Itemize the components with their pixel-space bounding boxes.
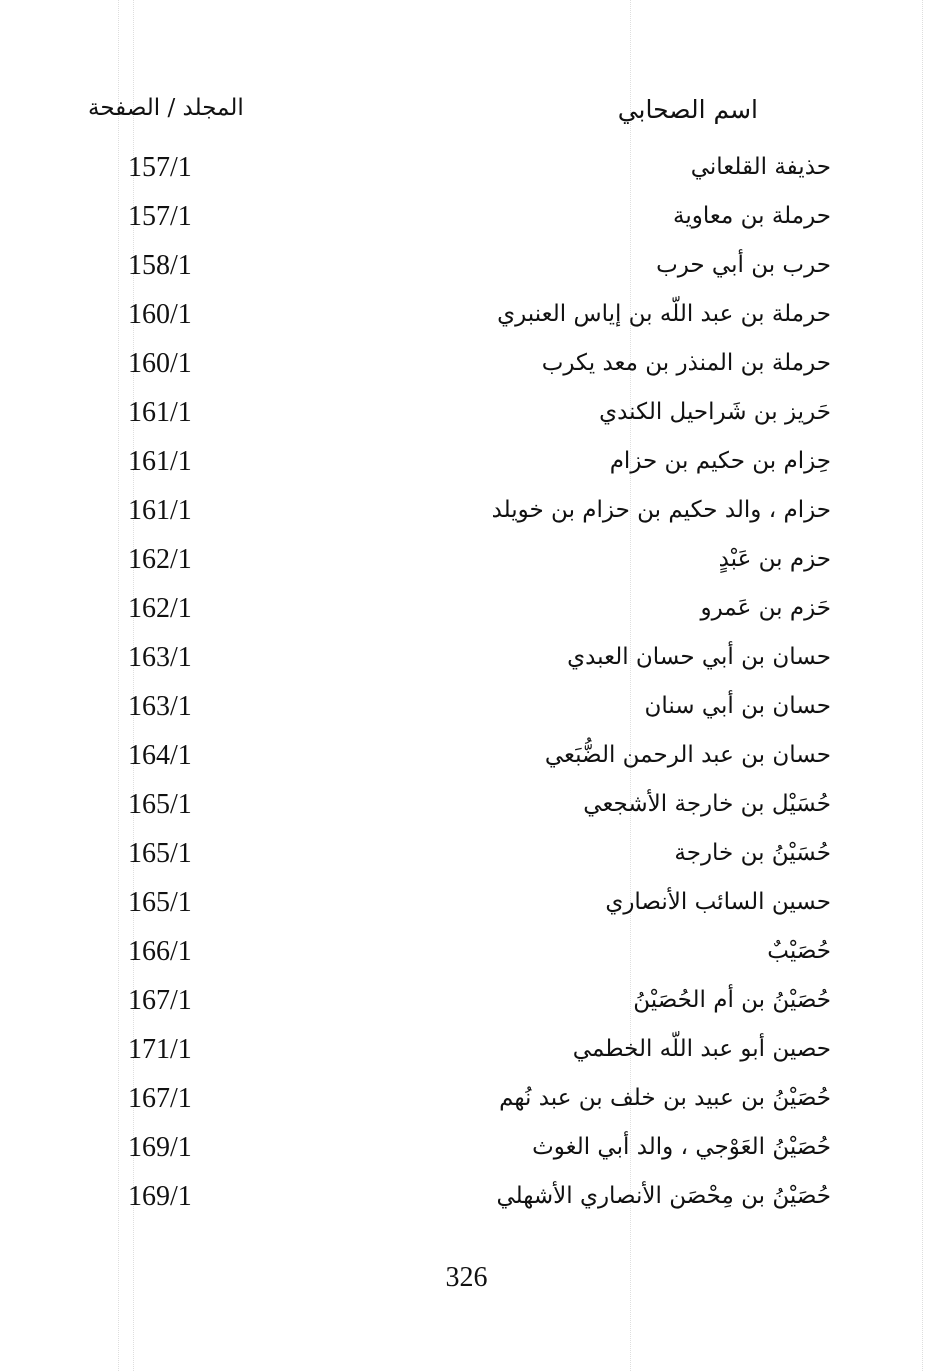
- entry-companion-name: حصين أبو عبد اللّه الخطمي: [572, 1036, 831, 1062]
- entry-volume-page: 165/1: [128, 789, 192, 820]
- entry-companion-name: حرملة بن عبد اللّه بن إياس العنبري: [497, 301, 831, 327]
- entry-companion-name: حرملة بن معاوية: [673, 203, 831, 229]
- list-item: [0, 540, 933, 589]
- entry-companion-name: حِزام بن حكيم بن حزام: [609, 448, 831, 474]
- list-item: [0, 687, 933, 736]
- entry-volume-page: 171/1: [128, 1034, 192, 1065]
- entry-volume-page: 163/1: [128, 642, 192, 673]
- entry-companion-name: حزام ، والد حكيم بن حزام بن خويلد: [491, 497, 831, 523]
- list-item: [0, 246, 933, 295]
- entry-volume-page: 162/1: [128, 593, 192, 624]
- entries-list: [0, 148, 933, 1226]
- entry-volume-page: 161/1: [128, 495, 192, 526]
- entry-volume-page: 160/1: [128, 299, 192, 330]
- entry-volume-page: 161/1: [128, 397, 192, 428]
- entry-volume-page: 167/1: [128, 985, 192, 1016]
- list-item: [0, 1030, 933, 1079]
- entry-companion-name: حذيفة القلعاني: [690, 154, 831, 180]
- entry-volume-page: 169/1: [128, 1132, 192, 1163]
- table-header: [0, 95, 933, 135]
- list-item: [0, 1079, 933, 1128]
- entry-companion-name: حُسَيْنُ بن خارجة: [674, 840, 831, 866]
- list-item: [0, 589, 933, 638]
- entry-companion-name: حسان بن أبي سنان: [644, 693, 831, 719]
- list-item: [0, 981, 933, 1030]
- entry-volume-page: 157/1: [128, 201, 192, 232]
- list-item: [0, 1177, 933, 1226]
- entry-volume-page: 165/1: [128, 887, 192, 918]
- list-item: [0, 736, 933, 785]
- entry-volume-page: 163/1: [128, 691, 192, 722]
- list-item: [0, 148, 933, 197]
- entry-companion-name: حُصَيْنُ بن عبيد بن خلف بن عبد نُهم: [499, 1085, 831, 1111]
- list-item: [0, 1128, 933, 1177]
- list-item: [0, 883, 933, 932]
- entry-volume-page: 167/1: [128, 1083, 192, 1114]
- list-item: [0, 638, 933, 687]
- page-number: 326: [445, 1262, 488, 1293]
- entry-volume-page: 162/1: [128, 544, 192, 575]
- column-header-companion-name: اسم الصحابي: [617, 95, 758, 124]
- entry-companion-name: حزم بن عَبْدٍ: [718, 546, 831, 572]
- list-item: [0, 932, 933, 981]
- list-item: [0, 442, 933, 491]
- list-item: [0, 834, 933, 883]
- list-item: [0, 491, 933, 540]
- list-item: [0, 785, 933, 834]
- entry-volume-page: 157/1: [128, 152, 192, 183]
- list-item: [0, 393, 933, 442]
- entry-volume-page: 160/1: [128, 348, 192, 379]
- entry-volume-page: 161/1: [128, 446, 192, 477]
- entry-companion-name: حُسَيْل بن خارجة الأشجعي: [583, 791, 831, 817]
- entry-companion-name: حرملة بن المنذر بن معد يكرب: [541, 350, 831, 376]
- list-item: [0, 197, 933, 246]
- entry-companion-name: حُصَيْبٌ: [767, 938, 831, 964]
- entry-companion-name: حسان بن عبد الرحمن الضُّبَعي: [544, 742, 831, 768]
- list-item: [0, 344, 933, 393]
- entry-volume-page: 158/1: [128, 250, 192, 281]
- entry-volume-page: 165/1: [128, 838, 192, 869]
- entry-companion-name: حُصَيْنُ العَوْجي ، والد أبي الغوث: [532, 1134, 831, 1160]
- entry-companion-name: حُصَيْنُ بن مِحْصَن الأنصاري الأشهلي: [496, 1183, 831, 1209]
- entry-companion-name: حسان بن أبي حسان العبدي: [567, 644, 831, 670]
- entry-companion-name: حرب بن أبي حرب: [656, 252, 831, 278]
- entry-volume-page: 166/1: [128, 936, 192, 967]
- entry-volume-page: 164/1: [128, 740, 192, 771]
- column-header-volume-page: المجلد / الصفحة: [88, 95, 244, 121]
- entry-companion-name: حسين السائب الأنصاري: [605, 889, 831, 915]
- list-item: [0, 295, 933, 344]
- entry-companion-name: حَريز بن شَراحيل الكندي: [599, 399, 831, 425]
- entry-volume-page: 169/1: [128, 1181, 192, 1212]
- entry-companion-name: حَزم بن عَمرو: [700, 595, 831, 621]
- entry-companion-name: حُصَيْنُ بن أم الحُصَيْنُ: [633, 987, 831, 1013]
